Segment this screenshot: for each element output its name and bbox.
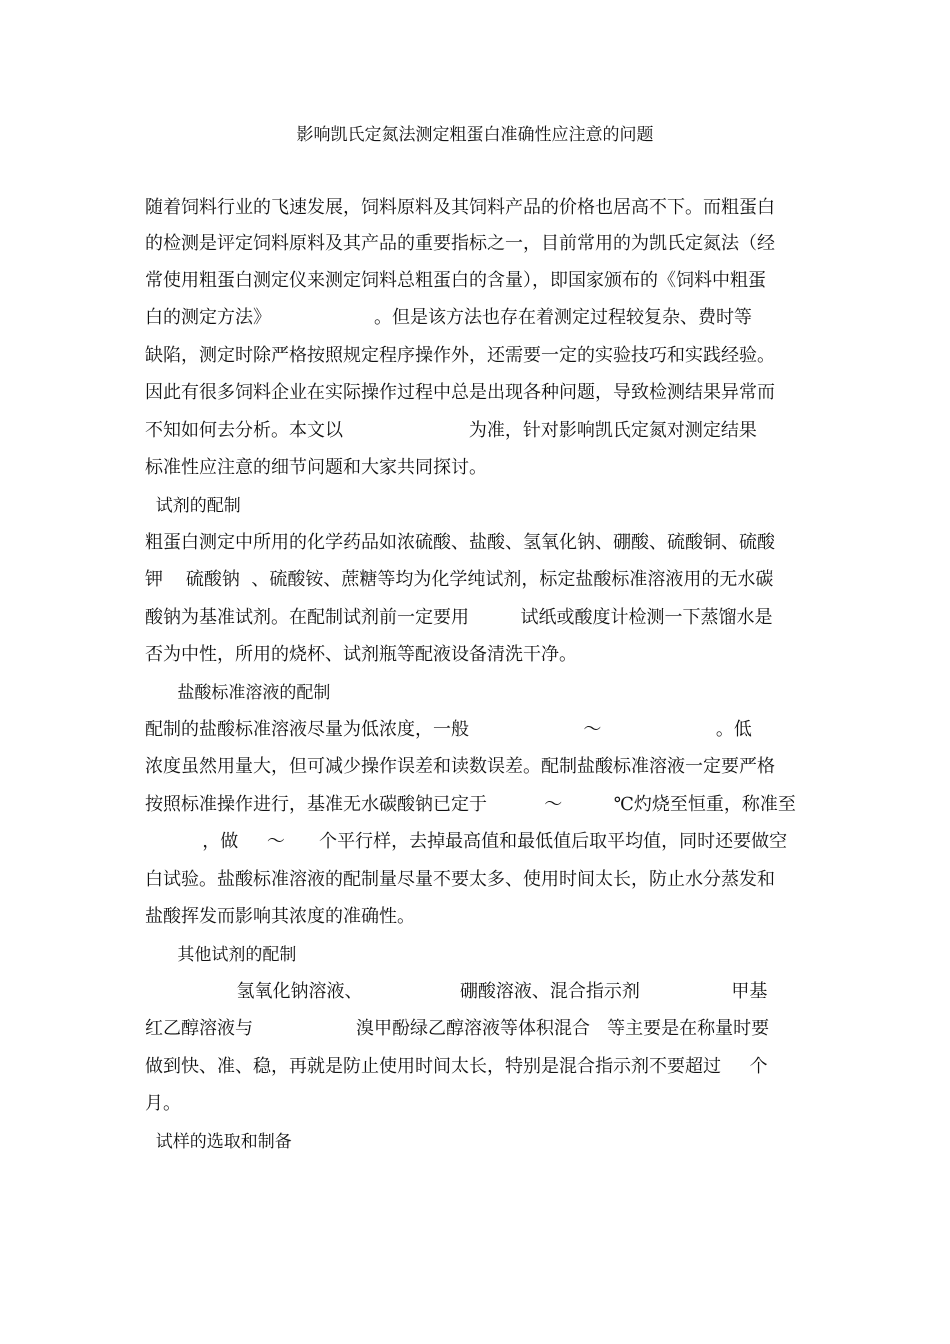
paragraph-line: 做到快、准、稳，再就是防止使用时间太长，特别是混合指示剂不要超过 个: [145, 1056, 768, 1077]
paragraph-line: 常使用粗蛋白测定仪来测定饲料总粗蛋白的含量），即国家颁布的《饲料中粗蛋: [145, 270, 766, 291]
paragraph-line: 白试验。盐酸标准溶液的配制量尽量不要太多、使用时间太长，防止水分蒸发和: [145, 869, 775, 890]
paragraph-line: 随着饲料行业的飞速发展，饲料原料及其饲料产品的价格也居高不下。而粗蛋白: [145, 197, 775, 218]
paragraph-line: 盐酸挥发而影响其浓度的准确性。: [145, 906, 415, 927]
paragraph-line: 氢氧化钠溶液、 硼酸溶液、混合指示剂 甲基: [145, 981, 768, 1002]
paragraph-line: 月。: [145, 1093, 181, 1114]
paragraph-line: 配制的盐酸标准溶液尽量为低浓度，一般 ～ 。低: [145, 719, 752, 740]
paragraph-line: 红乙醇溶液与 溴甲酚绿乙醇溶液等体积混合 等主要是在称量时要: [145, 1018, 770, 1039]
section-heading-other-reagents: 其他试剂的配制: [145, 945, 297, 965]
paragraph-line: 浓度虽然用量大，但可减少操作误差和读数误差。配制盐酸标准溶液一定要严格: [145, 756, 775, 777]
document-title: 影响凯氏定氮法测定粗蛋白准确性应注意的问题: [296, 125, 654, 145]
paragraph-line: 标准性应注意的细节问题和大家共同探讨。: [145, 457, 487, 478]
paragraph-line: 否为中性，所用的烧杯、试剂瓶等配液设备清洗干净。: [145, 644, 577, 665]
section-heading-hcl-standard-solution: 盐酸标准溶液的配制: [145, 683, 331, 703]
paragraph-line: ，做 ～ 个平行样，去掉最高值和最低值后取平均值，同时还要做空: [145, 831, 788, 852]
paragraph-line: 粗蛋白测定中所用的化学药品如浓硫酸、盐酸、氢氧化钠、硼酸、硫酸铜、硫酸: [145, 532, 775, 553]
section-heading-sample-selection: 试样的选取和制备: [145, 1132, 292, 1152]
paragraph-line: 因此有很多饲料企业在实际操作过程中总是出现各种问题，导致检测结果异常而: [145, 382, 775, 403]
paragraph-line: 按照标准操作进行，基准无水碳酸钠已定于 ～ ℃灼烧至恒重，称准至: [145, 794, 796, 815]
section-heading-reagent-preparation: 试剂的配制: [145, 496, 241, 516]
paragraph-line: 的检测是评定饲料原料及其产品的重要指标之一，目前常用的为凯氏定氮法（经: [145, 233, 775, 254]
paragraph-line: 不知如何去分析。本文以 为准，针对影响凯氏定氮对测定结果: [145, 420, 757, 441]
paragraph-line: 白的测定方法》 。但是该方法也存在着测定过程较复杂、费时等: [145, 307, 752, 328]
paragraph-line: 钾 硫酸钠 、硫酸铵、蔗糖等均为化学纯试剂，标定盐酸标准溶液用的无水碳: [145, 569, 774, 590]
paragraph-line: 酸钠为基准试剂。在配制试剂前一定要用 试纸或酸度计检测一下蒸馏水是: [145, 607, 773, 628]
paragraph-line: 缺陷，测定时除严格按照规定程序操作外，还需要一定的实验技巧和实践经验。: [145, 345, 775, 366]
